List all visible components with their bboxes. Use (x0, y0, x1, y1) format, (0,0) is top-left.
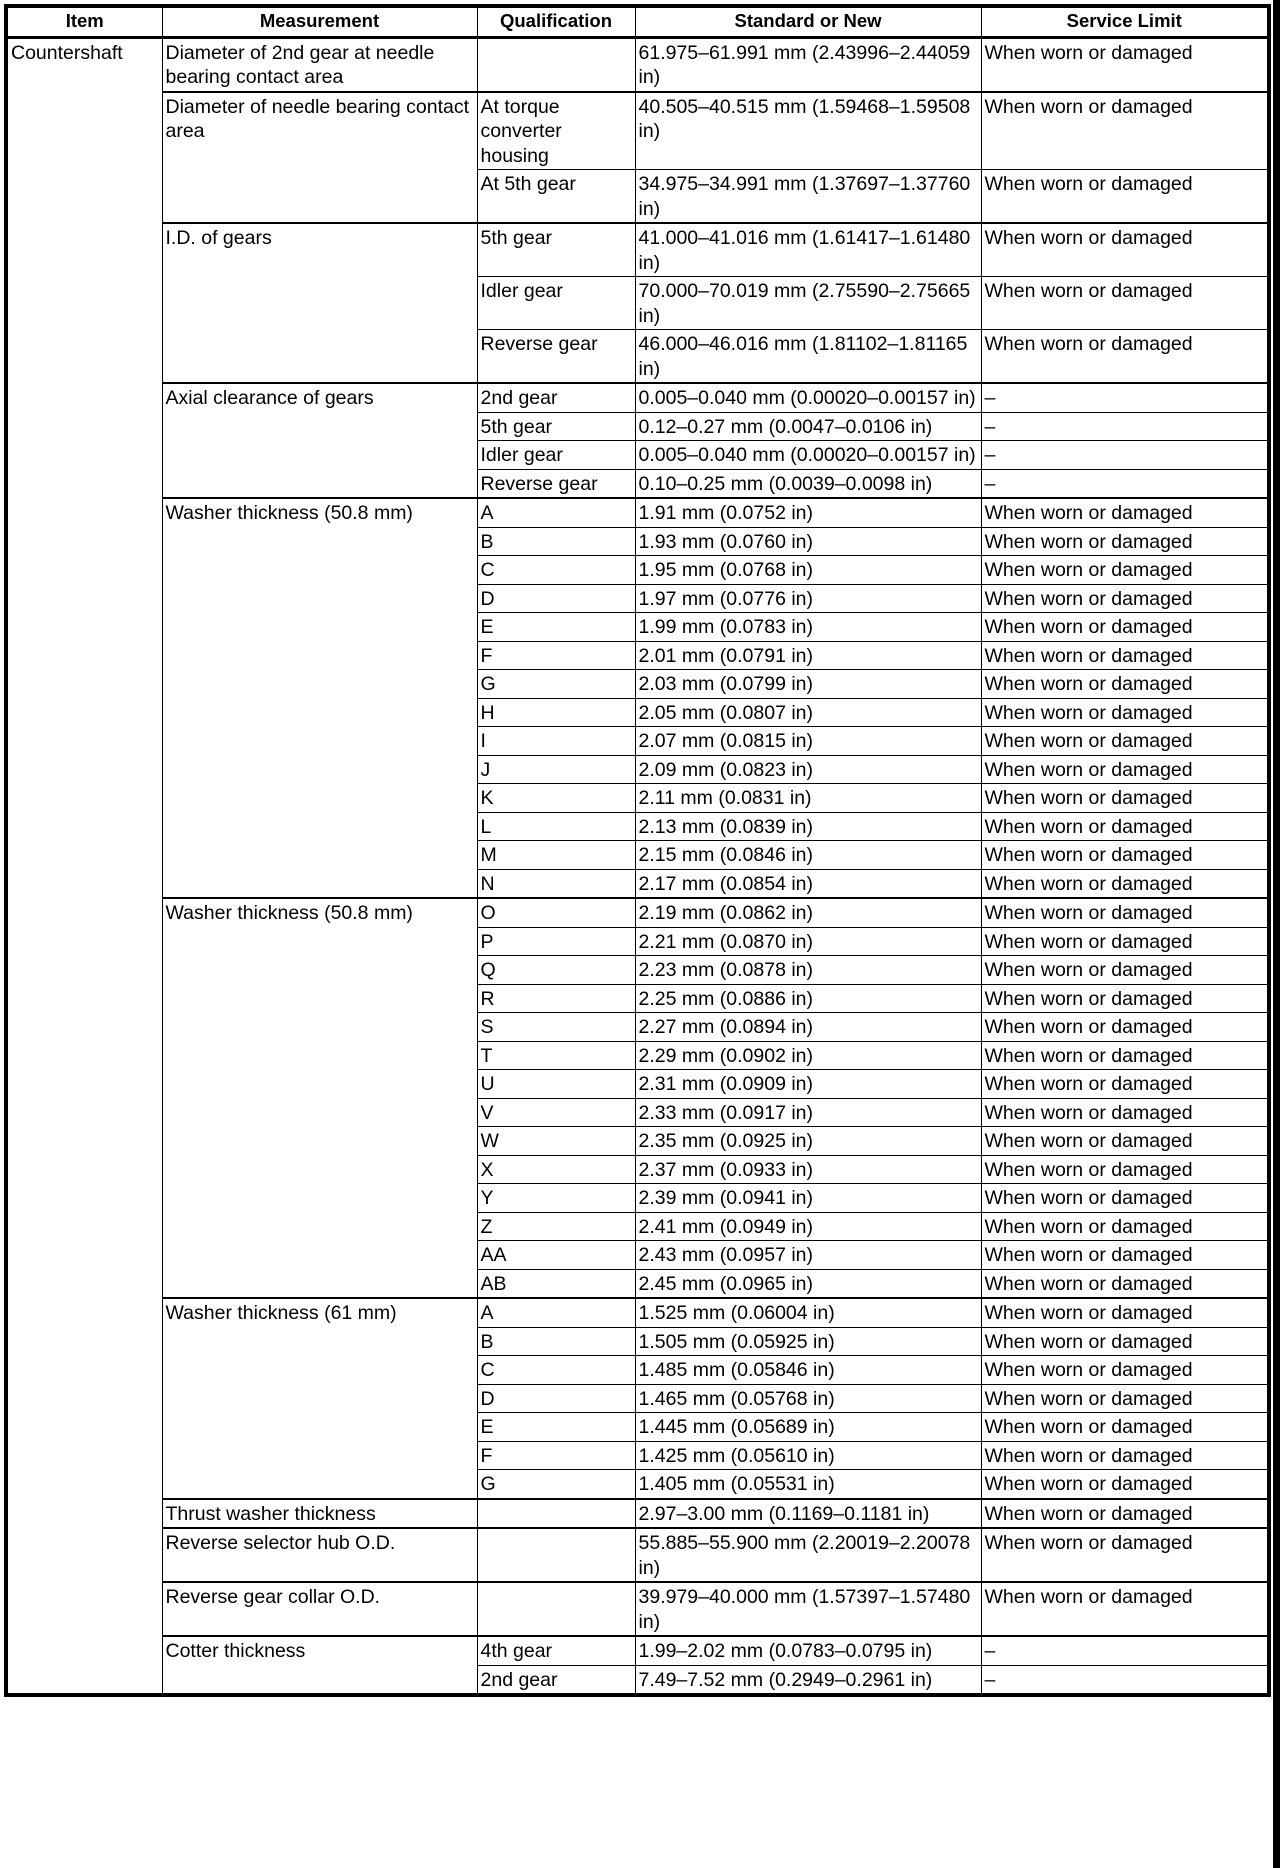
standard-cell: 2.01 mm (0.0791 in) (635, 641, 981, 670)
standard-cell: 2.25 mm (0.0886 in) (635, 984, 981, 1013)
standard-cell: 61.975–61.991 mm (2.43996–2.44059 in) (635, 37, 981, 92)
standard-cell: 2.31 mm (0.0909 in) (635, 1070, 981, 1099)
countershaft-spec-table (4, 4, 1271, 1697)
qualification-cell: N (477, 869, 635, 898)
standard-cell: 2.07 mm (0.0815 in) (635, 727, 981, 756)
qualification-cell: V (477, 1098, 635, 1127)
service-limit-cell: When worn or damaged (981, 784, 1269, 813)
qualification-cell: 2nd gear (477, 383, 635, 412)
service-limit-cell: When worn or damaged (981, 1298, 1269, 1327)
measurement-cell: Diameter of needle bearing contact area (162, 92, 477, 224)
standard-cell: 1.91 mm (0.0752 in) (635, 498, 981, 527)
qualification-cell (477, 1528, 635, 1582)
page-edge-bar (1273, 0, 1280, 1868)
qualification-cell: B (477, 527, 635, 556)
standard-cell: 1.405 mm (0.05531 in) (635, 1470, 981, 1499)
header-standard: Standard or New (635, 6, 981, 37)
service-limit-cell: When worn or damaged (981, 1327, 1269, 1356)
qualification-cell: 5th gear (477, 412, 635, 441)
qualification-cell: Reverse gear (477, 330, 635, 384)
qualification-cell (477, 37, 635, 92)
service-limit-cell: When worn or damaged (981, 1528, 1269, 1582)
standard-cell: 2.17 mm (0.0854 in) (635, 869, 981, 898)
standard-cell: 2.43 mm (0.0957 in) (635, 1241, 981, 1270)
table-row (6, 898, 1269, 927)
service-limit-cell: When worn or damaged (981, 1155, 1269, 1184)
service-limit-cell: – (981, 412, 1269, 441)
table-row (6, 1582, 1269, 1636)
qualification-cell: I (477, 727, 635, 756)
measurement-cell: I.D. of gears (162, 223, 477, 383)
service-limit-cell: When worn or damaged (981, 1441, 1269, 1470)
service-limit-cell: When worn or damaged (981, 1269, 1269, 1298)
qualification-cell: Idler gear (477, 277, 635, 330)
service-limit-cell: – (981, 1636, 1269, 1665)
measurement-cell: Washer thickness (50.8 mm) (162, 898, 477, 1298)
qualification-cell: K (477, 784, 635, 813)
service-limit-cell: When worn or damaged (981, 223, 1269, 277)
service-limit-cell: When worn or damaged (981, 170, 1269, 224)
service-limit-cell: When worn or damaged (981, 1241, 1269, 1270)
standard-cell: 2.13 mm (0.0839 in) (635, 812, 981, 841)
service-limit-cell: When worn or damaged (981, 37, 1269, 92)
standard-cell: 34.975–34.991 mm (1.37697–1.37760 in) (635, 170, 981, 224)
qualification-cell: D (477, 1384, 635, 1413)
service-limit-cell: When worn or damaged (981, 613, 1269, 642)
qualification-cell: C (477, 1356, 635, 1385)
standard-cell: 2.19 mm (0.0862 in) (635, 898, 981, 927)
service-limit-cell: When worn or damaged (981, 1070, 1269, 1099)
qualification-cell: E (477, 613, 635, 642)
standard-cell: 2.37 mm (0.0933 in) (635, 1155, 981, 1184)
standard-cell: 46.000–46.016 mm (1.81102–1.81165 in) (635, 330, 981, 384)
service-limit-cell: When worn or damaged (981, 927, 1269, 956)
table-row (6, 92, 1269, 170)
measurement-cell: Thrust washer thickness (162, 1499, 477, 1529)
standard-cell: 2.03 mm (0.0799 in) (635, 670, 981, 699)
table-row (6, 37, 1269, 92)
service-limit-cell: When worn or damaged (981, 1013, 1269, 1042)
measurement-cell: Diameter of 2nd gear at needle bearing contact area (162, 37, 477, 92)
qualification-cell (477, 1499, 635, 1529)
qualification-cell: Idler gear (477, 441, 635, 470)
qualification-cell: 4th gear (477, 1636, 635, 1665)
measurement-cell: Reverse selector hub O.D. (162, 1528, 477, 1582)
table-row (6, 1528, 1269, 1582)
service-limit-cell: When worn or damaged (981, 1212, 1269, 1241)
standard-cell: 55.885–55.900 mm (2.20019–2.20078 in) (635, 1528, 981, 1582)
standard-cell: 40.505–40.515 mm (1.59468–1.59508 in) (635, 92, 981, 170)
standard-cell: 41.000–41.016 mm (1.61417–1.61480 in) (635, 223, 981, 277)
qualification-cell: AB (477, 1269, 635, 1298)
standard-cell: 0.005–0.040 mm (0.00020–0.00157 in) (635, 383, 981, 412)
qualification-cell: G (477, 1470, 635, 1499)
table-row (6, 1298, 1269, 1327)
service-limit-cell: When worn or damaged (981, 841, 1269, 870)
qualification-cell: J (477, 755, 635, 784)
service-limit-cell: When worn or damaged (981, 641, 1269, 670)
qualification-cell: Q (477, 956, 635, 985)
standard-cell: 2.97–3.00 mm (0.1169–0.1181 in) (635, 1499, 981, 1529)
service-limit-cell: When worn or damaged (981, 1356, 1269, 1385)
service-limit-cell: When worn or damaged (981, 1499, 1269, 1529)
service-limit-cell: When worn or damaged (981, 755, 1269, 784)
standard-cell: 70.000–70.019 mm (2.75590–2.75665 in) (635, 277, 981, 330)
qualification-cell: H (477, 698, 635, 727)
qualification-cell: X (477, 1155, 635, 1184)
qualification-cell: AA (477, 1241, 635, 1270)
qualification-cell: Reverse gear (477, 469, 635, 498)
standard-cell: 2.15 mm (0.0846 in) (635, 841, 981, 870)
standard-cell: 39.979–40.000 mm (1.57397–1.57480 in) (635, 1582, 981, 1636)
service-limit-cell: When worn or damaged (981, 1041, 1269, 1070)
service-limit-cell: – (981, 383, 1269, 412)
qualification-cell: W (477, 1127, 635, 1156)
standard-cell: 1.97 mm (0.0776 in) (635, 584, 981, 613)
service-limit-cell: When worn or damaged (981, 498, 1269, 527)
service-limit-cell: When worn or damaged (981, 956, 1269, 985)
table-row (6, 383, 1269, 412)
qualification-cell: C (477, 556, 635, 585)
qualification-cell: M (477, 841, 635, 870)
table-row (6, 1636, 1269, 1665)
qualification-cell: F (477, 1441, 635, 1470)
service-limit-cell: When worn or damaged (981, 812, 1269, 841)
service-limit-cell: – (981, 469, 1269, 498)
standard-cell: 7.49–7.52 mm (0.2949–0.2961 in) (635, 1665, 981, 1695)
service-limit-cell: When worn or damaged (981, 584, 1269, 613)
standard-cell: 2.45 mm (0.0965 in) (635, 1269, 981, 1298)
qualification-cell (477, 1582, 635, 1636)
qualification-cell: E (477, 1413, 635, 1442)
service-limit-cell: When worn or damaged (981, 727, 1269, 756)
standard-cell: 2.41 mm (0.0949 in) (635, 1212, 981, 1241)
service-limit-cell: – (981, 441, 1269, 470)
standard-cell: 1.445 mm (0.05689 in) (635, 1413, 981, 1442)
qualification-cell: 5th gear (477, 223, 635, 277)
qualification-cell: B (477, 1327, 635, 1356)
service-limit-cell: When worn or damaged (981, 330, 1269, 384)
standard-cell: 0.005–0.040 mm (0.00020–0.00157 in) (635, 441, 981, 470)
qualification-cell: L (477, 812, 635, 841)
service-limit-cell: When worn or damaged (981, 1582, 1269, 1636)
qualification-cell: S (477, 1013, 635, 1042)
measurement-cell: Washer thickness (61 mm) (162, 1298, 477, 1499)
header-row (6, 6, 1269, 37)
service-limit-cell: When worn or damaged (981, 1413, 1269, 1442)
standard-cell: 2.23 mm (0.0878 in) (635, 956, 981, 985)
qualification-cell: D (477, 584, 635, 613)
standard-cell: 2.35 mm (0.0925 in) (635, 1127, 981, 1156)
standard-cell: 1.505 mm (0.05925 in) (635, 1327, 981, 1356)
measurement-cell: Washer thickness (50.8 mm) (162, 498, 477, 898)
qualification-cell: R (477, 984, 635, 1013)
standard-cell: 1.485 mm (0.05846 in) (635, 1356, 981, 1385)
table-row (6, 1499, 1269, 1529)
standard-cell: 0.12–0.27 mm (0.0047–0.0106 in) (635, 412, 981, 441)
qualification-cell: At 5th gear (477, 170, 635, 224)
service-limit-cell: When worn or damaged (981, 1184, 1269, 1213)
service-limit-cell: When worn or damaged (981, 556, 1269, 585)
qualification-cell: U (477, 1070, 635, 1099)
table-row (6, 223, 1269, 277)
service-limit-cell: When worn or damaged (981, 1384, 1269, 1413)
table-body (6, 37, 1269, 1695)
service-limit-cell: When worn or damaged (981, 698, 1269, 727)
measurement-cell: Reverse gear collar O.D. (162, 1582, 477, 1636)
standard-cell: 2.33 mm (0.0917 in) (635, 1098, 981, 1127)
standard-cell: 1.99 mm (0.0783 in) (635, 613, 981, 642)
qualification-cell: G (477, 670, 635, 699)
service-limit-cell: When worn or damaged (981, 1127, 1269, 1156)
qualification-cell: O (477, 898, 635, 927)
measurement-cell: Axial clearance of gears (162, 383, 477, 498)
qualification-cell: F (477, 641, 635, 670)
qualification-cell: A (477, 498, 635, 527)
standard-cell: 2.11 mm (0.0831 in) (635, 784, 981, 813)
standard-cell: 2.21 mm (0.0870 in) (635, 927, 981, 956)
standard-cell: 2.27 mm (0.0894 in) (635, 1013, 981, 1042)
table-row (6, 498, 1269, 527)
standard-cell: 1.95 mm (0.0768 in) (635, 556, 981, 585)
standard-cell: 2.09 mm (0.0823 in) (635, 755, 981, 784)
standard-cell: 2.05 mm (0.0807 in) (635, 698, 981, 727)
header-measurement: Measurement (162, 6, 477, 37)
service-limit-cell: When worn or damaged (981, 898, 1269, 927)
measurement-cell: Cotter thickness (162, 1636, 477, 1695)
standard-cell: 1.525 mm (0.06004 in) (635, 1298, 981, 1327)
standard-cell: 2.39 mm (0.0941 in) (635, 1184, 981, 1213)
qualification-cell: 2nd gear (477, 1665, 635, 1695)
standard-cell: 1.425 mm (0.05610 in) (635, 1441, 981, 1470)
service-limit-cell: When worn or damaged (981, 670, 1269, 699)
standard-cell: 1.99–2.02 mm (0.0783–0.0795 in) (635, 1636, 981, 1665)
service-limit-cell: – (981, 1665, 1269, 1695)
service-limit-cell: When worn or damaged (981, 527, 1269, 556)
service-limit-cell: When worn or damaged (981, 984, 1269, 1013)
header-qualification: Qualification (477, 6, 635, 37)
standard-cell: 1.93 mm (0.0760 in) (635, 527, 981, 556)
header-service-limit: Service Limit (981, 6, 1269, 37)
service-limit-cell: When worn or damaged (981, 277, 1269, 330)
qualification-cell: Z (477, 1212, 635, 1241)
standard-cell: 1.465 mm (0.05768 in) (635, 1384, 981, 1413)
header-item: Item (6, 6, 162, 37)
qualification-cell: Y (477, 1184, 635, 1213)
qualification-cell: T (477, 1041, 635, 1070)
service-limit-cell: When worn or damaged (981, 1098, 1269, 1127)
qualification-cell: A (477, 1298, 635, 1327)
standard-cell: 0.10–0.25 mm (0.0039–0.0098 in) (635, 469, 981, 498)
standard-cell: 2.29 mm (0.0902 in) (635, 1041, 981, 1070)
service-limit-cell: When worn or damaged (981, 92, 1269, 170)
qualification-cell: P (477, 927, 635, 956)
service-limit-cell: When worn or damaged (981, 869, 1269, 898)
item-cell: Countershaft (6, 37, 162, 1695)
qualification-cell: At torque converter housing (477, 92, 635, 170)
service-limit-cell: When worn or damaged (981, 1470, 1269, 1499)
